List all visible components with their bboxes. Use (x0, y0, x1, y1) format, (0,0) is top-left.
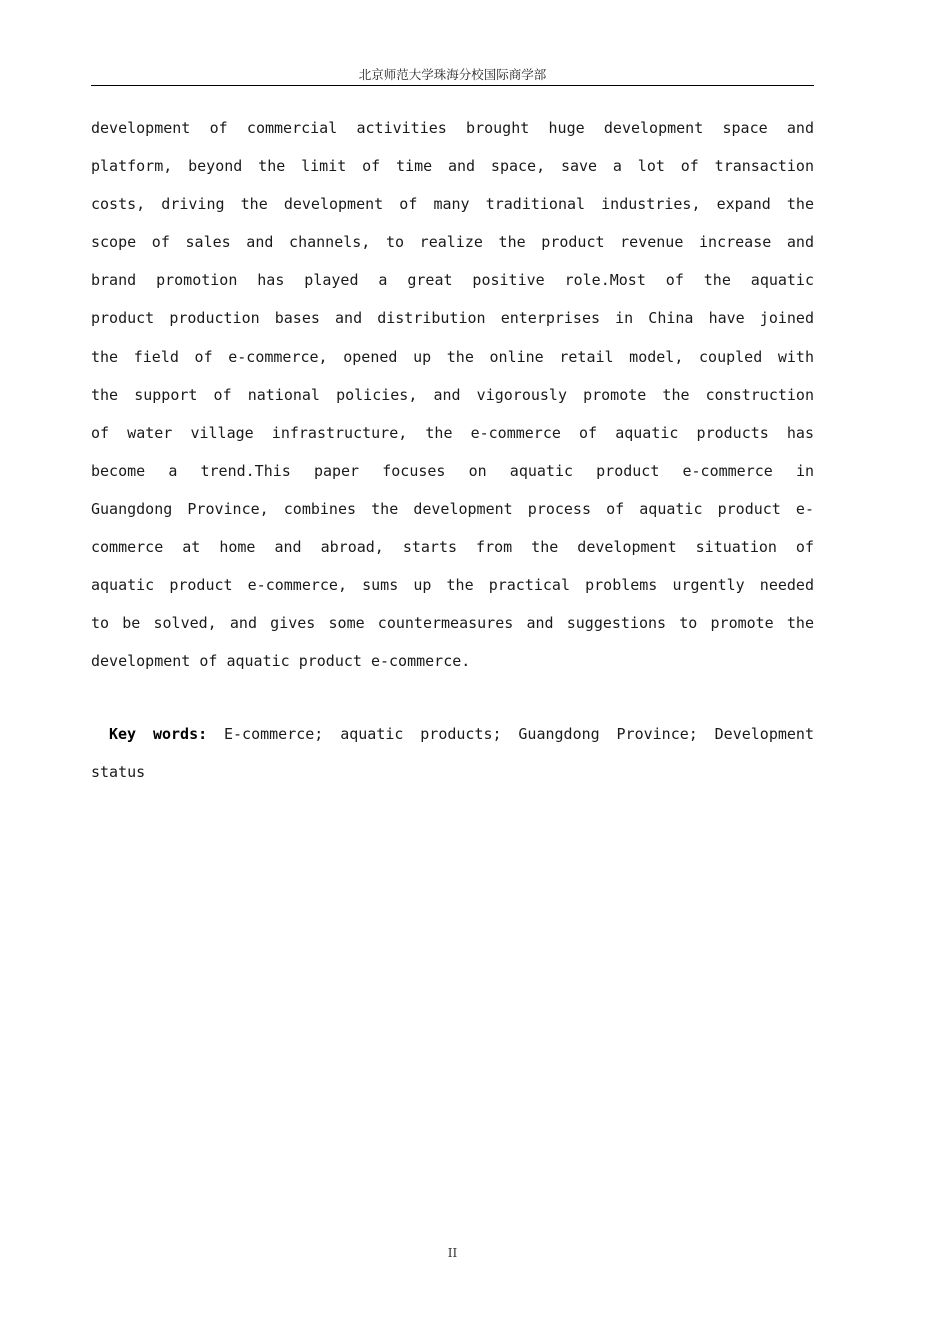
keywords-label: Key words: (109, 725, 208, 743)
abstract-line: scope of sales and channels, to realize the product revenue increase and (91, 233, 814, 252)
keywords-continuation: status (91, 763, 146, 782)
abstract-line: product production bases and distribution enterprises in China have joined (91, 309, 814, 328)
keywords-values: E-commerce; aquatic products; Guangdong Province; Development (224, 725, 814, 743)
abstract-line: costs, driving the development of many traditional industries, expand the (91, 195, 814, 214)
abstract-line: commerce at home and abroad, starts from the development situation of (91, 538, 814, 557)
abstract-line: development of commercial activities brought huge development space and (91, 119, 814, 137)
abstract-line: the field of e-commerce, opened up the online retail model, coupled with (91, 347, 814, 366)
abstract-line: become a trend.This paper focuses on aquatic product e-commerce in (91, 461, 814, 480)
header-title: 北京师范大学珠海分校国际商学部 (358, 67, 547, 82)
abstract-line: platform, beyond the limit of time and space, save a lot of transaction (91, 157, 814, 176)
abstract-line: of water village infrastructure, the e-commerce of aquatic products has (91, 423, 814, 442)
page-header (91, 64, 814, 86)
keywords-line (91, 715, 814, 753)
abstract-line: the support of national policies, and vigorously promote the construction (91, 385, 814, 404)
abstract-line: aquatic product e-commerce, sums up the practical problems urgently needed (91, 576, 814, 595)
abstract-paragraph (91, 109, 814, 680)
abstract-line: brand promotion has played a great positive role.Most of the aquatic (91, 271, 814, 290)
abstract-line: development of aquatic product e-commerce. (91, 652, 471, 671)
page-number: II (447, 1246, 458, 1260)
keywords-section (91, 715, 814, 791)
abstract-line: Guangdong Province, combines the development process of aquatic product e- (91, 499, 814, 518)
abstract-line: to be solved, and gives some countermeasures and suggestions to promote the (91, 614, 814, 633)
